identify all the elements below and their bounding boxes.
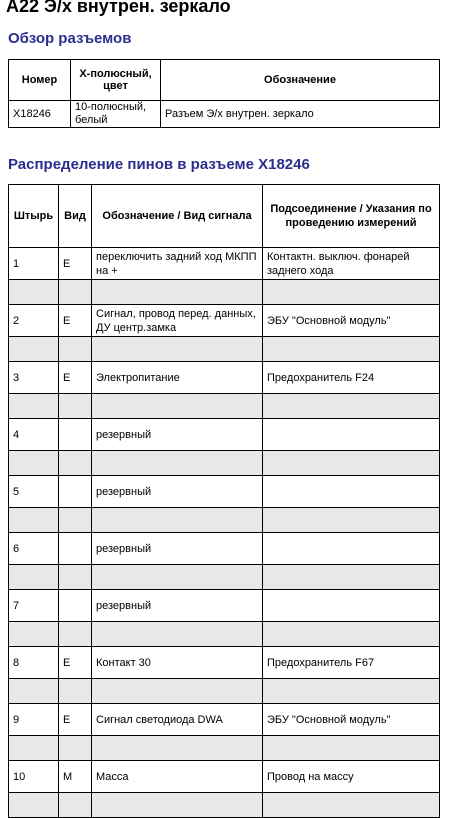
spacer-cell	[92, 337, 263, 362]
table-row	[9, 248, 440, 280]
pin-type	[59, 419, 92, 451]
pin-rows	[9, 248, 440, 818]
spacer-cell	[92, 394, 263, 419]
pin-signal: Сигнал светодиода DWA	[92, 704, 263, 736]
pin-type: E	[59, 248, 92, 280]
spacer-cell	[92, 736, 263, 761]
pin-number: 10	[9, 761, 59, 793]
spacer-cell	[263, 565, 440, 590]
spacer-cell	[59, 337, 92, 362]
pin-number: 1	[9, 248, 59, 280]
table-spacer-row	[9, 508, 440, 533]
pin-connection	[263, 533, 440, 565]
pin-connection	[263, 476, 440, 508]
spacer-cell	[59, 508, 92, 533]
table-spacer-row	[9, 622, 440, 647]
table-row	[9, 476, 440, 508]
spacer-cell	[263, 394, 440, 419]
pin-signal: резервный	[92, 476, 263, 508]
table-row	[9, 419, 440, 451]
pin-number: 9	[9, 704, 59, 736]
spacer-cell	[59, 622, 92, 647]
table-row	[9, 761, 440, 793]
spacer-cell	[9, 280, 59, 305]
pin-signal: резервный	[92, 533, 263, 565]
pin-number: 5	[9, 476, 59, 508]
spacer-cell	[59, 565, 92, 590]
table-row	[9, 704, 440, 736]
pin-signal: резервный	[92, 419, 263, 451]
spacer-cell	[92, 622, 263, 647]
spacer-cell	[263, 337, 440, 362]
column-header-poles-color: Х-полюсный, цвет	[71, 60, 161, 101]
spacer-cell	[9, 679, 59, 704]
pin-signal: переключить задний ход МКПП на +	[92, 248, 263, 280]
pin-type	[59, 533, 92, 565]
spacer-cell	[263, 508, 440, 533]
pin-signal: Масса	[92, 761, 263, 793]
pin-number: 7	[9, 590, 59, 622]
spacer-cell	[59, 736, 92, 761]
connector-poles-color: 10-полюсный, белый	[71, 101, 161, 128]
pin-signal: Контакт 30	[92, 647, 263, 679]
pin-type: M	[59, 761, 92, 793]
pin-number: 6	[9, 533, 59, 565]
spacer-cell	[9, 793, 59, 818]
spacer-cell	[9, 508, 59, 533]
spacer-cell	[9, 337, 59, 362]
connector-number: X18246	[9, 101, 71, 128]
column-header-type: Вид	[59, 185, 92, 248]
table-spacer-row	[9, 337, 440, 362]
table-row	[9, 533, 440, 565]
spacer-cell	[92, 508, 263, 533]
table-row	[9, 647, 440, 679]
pin-connection: Предохранитель F24	[263, 362, 440, 394]
spacer-cell	[59, 451, 92, 476]
pin-number: 4	[9, 419, 59, 451]
table-spacer-row	[9, 451, 440, 476]
table-row	[9, 590, 440, 622]
spacer-cell	[9, 565, 59, 590]
table-spacer-row	[9, 793, 440, 818]
pin-number: 2	[9, 305, 59, 337]
spacer-cell	[92, 565, 263, 590]
column-header-number: Номер	[9, 60, 71, 101]
spacer-cell	[92, 451, 263, 476]
pin-signal: резервный	[92, 590, 263, 622]
pin-number: 8	[9, 647, 59, 679]
spacer-cell	[59, 793, 92, 818]
pin-type: E	[59, 362, 92, 394]
connector-overview-table	[8, 59, 440, 128]
overview-heading: Обзор разъемов	[8, 30, 132, 47]
spacer-cell	[59, 679, 92, 704]
spacer-cell	[263, 679, 440, 704]
pin-type	[59, 590, 92, 622]
pin-type: E	[59, 704, 92, 736]
table-spacer-row	[9, 679, 440, 704]
column-header-designation: Обозначение	[161, 60, 440, 101]
pin-assignment-table	[8, 184, 440, 818]
pin-assignment-heading: Распределение пинов в разъеме X18246	[8, 156, 310, 173]
table-row	[9, 362, 440, 394]
pin-signal: Электропитание	[92, 362, 263, 394]
table-header-row	[9, 185, 440, 248]
spacer-cell	[9, 622, 59, 647]
spacer-cell	[263, 280, 440, 305]
table-header-row	[9, 60, 440, 101]
page-title: A22 Э/х внутрен. зеркало	[6, 0, 231, 16]
table-spacer-row	[9, 394, 440, 419]
pin-connection: ЭБУ "Основной модуль"	[263, 305, 440, 337]
pin-connection	[263, 419, 440, 451]
spacer-cell	[263, 622, 440, 647]
column-header-signal: Обозначение / Вид сигнала	[92, 185, 263, 248]
spacer-cell	[92, 793, 263, 818]
pin-connection: ЭБУ "Основной модуль"	[263, 704, 440, 736]
spacer-cell	[263, 793, 440, 818]
pin-type	[59, 476, 92, 508]
pin-number: 3	[9, 362, 59, 394]
spacer-cell	[9, 451, 59, 476]
table-row	[9, 305, 440, 337]
spacer-cell	[92, 280, 263, 305]
pin-connection	[263, 590, 440, 622]
table-spacer-row	[9, 736, 440, 761]
table-row	[9, 101, 440, 128]
pin-connection: Провод на массу	[263, 761, 440, 793]
spacer-cell	[9, 736, 59, 761]
table-spacer-row	[9, 280, 440, 305]
spacer-cell	[92, 679, 263, 704]
table-spacer-row	[9, 565, 440, 590]
spacer-cell	[59, 394, 92, 419]
pin-type: E	[59, 647, 92, 679]
spacer-cell	[263, 451, 440, 476]
spacer-cell	[9, 394, 59, 419]
pin-signal: Сигнал, провод перед. данных, ДУ центр.замка	[92, 305, 263, 337]
pin-connection: Контактн. выключ. фонарей заднего хода	[263, 248, 440, 280]
spacer-cell	[59, 280, 92, 305]
column-header-pin: Штырь	[9, 185, 59, 248]
column-header-connection: Подсоединение / Указания по проведению измерений	[263, 185, 440, 248]
pin-connection: Предохранитель F67	[263, 647, 440, 679]
pin-type: E	[59, 305, 92, 337]
spacer-cell	[263, 736, 440, 761]
connector-designation: Разъем Э/х внутрен. зеркало	[161, 101, 440, 128]
